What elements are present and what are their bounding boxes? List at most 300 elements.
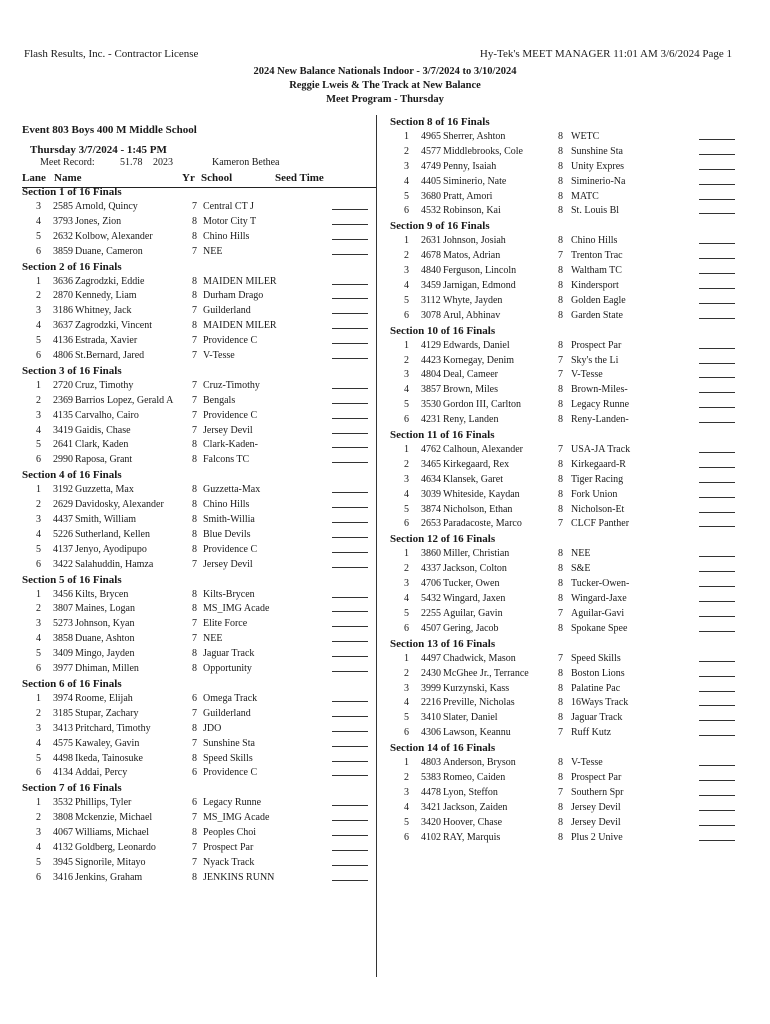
athlete-name: Barrios Lopez, Gerald A — [75, 394, 174, 406]
school-name: Guzzetta-Max — [203, 484, 261, 496]
athlete-id: 3636 — [53, 275, 73, 287]
lane-number: 3 — [36, 305, 41, 317]
school-name: Spokane Spee — [571, 622, 628, 634]
lane-number: 2 — [36, 812, 41, 824]
page-header-left: Flash Results, Inc. - Contractor License — [24, 48, 199, 60]
entry-row — [22, 841, 376, 856]
lane-number: 6 — [36, 454, 41, 466]
athlete-id: 3977 — [53, 663, 73, 675]
lane-number: 6 — [404, 309, 409, 321]
athlete-name: Miller, Christian — [443, 548, 510, 560]
athlete-name: Gering, Jacob — [443, 622, 499, 634]
athlete-id: 4405 — [421, 175, 441, 187]
athlete-name: Estrada, Xavier — [75, 335, 138, 347]
lane-number: 6 — [404, 205, 409, 217]
athlete-year: 8 — [558, 771, 563, 783]
section-title: Section 9 of 16 Finals — [390, 220, 490, 233]
school-name: Bengals — [203, 394, 236, 406]
athlete-name: Robinson, Kai — [443, 205, 501, 217]
athlete-name: Penny, Isaiah — [443, 160, 497, 172]
entry-row — [390, 503, 740, 518]
athlete-id: 3416 — [53, 871, 73, 883]
seed-time-blank — [699, 607, 735, 617]
lane-number: 5 — [36, 439, 41, 451]
entry-row — [390, 771, 740, 786]
athlete-year: 8 — [192, 648, 197, 660]
seed-time-blank — [332, 215, 368, 225]
athlete-id: 2641 — [53, 439, 73, 451]
seed-time-blank — [332, 632, 368, 642]
seed-time-blank — [332, 334, 368, 344]
athlete-year: 7 — [192, 618, 197, 630]
seed-time-blank — [332, 692, 368, 702]
column-divider — [376, 115, 377, 977]
athlete-year: 7 — [192, 350, 197, 362]
school-name: MAIDEN MILER — [203, 275, 277, 287]
school-name: MS_IMG Acade — [203, 812, 270, 824]
seed-time-blank — [699, 816, 735, 826]
athlete-name: Lawson, Keannu — [443, 727, 511, 739]
athlete-id: 4136 — [53, 335, 73, 347]
athlete-year: 8 — [558, 831, 563, 843]
entry-row — [390, 264, 740, 279]
athlete-year: 8 — [558, 145, 563, 157]
seed-time-blank — [699, 160, 735, 170]
seed-time-blank — [332, 722, 368, 732]
entry-row — [390, 577, 740, 592]
lane-number: 2 — [404, 458, 409, 470]
athlete-name: Whitney, Jack — [75, 305, 132, 317]
section-title: Section 3 of 16 Finals — [22, 364, 122, 377]
lane-number: 1 — [404, 339, 409, 351]
athlete-id: 4134 — [53, 767, 73, 779]
heat-section — [22, 364, 376, 468]
entry-row — [390, 547, 740, 562]
seed-time-blank — [332, 647, 368, 657]
school-name: Prospect Par — [571, 771, 622, 783]
athlete-id: 4577 — [421, 145, 441, 157]
school-name: Central CT J — [203, 201, 254, 212]
lane-number: 4 — [36, 737, 41, 749]
entry-row — [390, 354, 740, 369]
athlete-year: 8 — [558, 816, 563, 828]
athlete-year: 7 — [558, 727, 563, 739]
entry-row — [22, 394, 376, 409]
athlete-name: RAY, Marquis — [443, 831, 501, 843]
seed-time-blank — [699, 368, 735, 378]
school-name: Brown-Miles- — [571, 384, 628, 396]
seed-time-blank — [332, 438, 368, 448]
heat-section — [22, 260, 376, 364]
lane-number: 4 — [36, 841, 41, 853]
athlete-id: 3793 — [53, 215, 73, 227]
athlete-name: Carvalho, Cairo — [75, 409, 139, 421]
athlete-year: 8 — [192, 290, 197, 302]
entry-row — [22, 424, 376, 439]
school-name: Peoples Choi — [203, 827, 257, 839]
entry-row — [390, 398, 740, 413]
athlete-name: Williams, Michael — [75, 827, 150, 839]
athlete-year: 8 — [558, 399, 563, 411]
athlete-name: Stupar, Zachary — [75, 707, 139, 719]
athlete-year: 8 — [558, 205, 563, 217]
section-title: Section 11 of 16 Finals — [390, 429, 495, 442]
school-name: V-Tesse — [203, 350, 235, 362]
school-name: V-Tesse — [571, 757, 603, 769]
seed-time-blank — [699, 190, 735, 200]
section-title: Section 12 of 16 Finals — [390, 533, 496, 546]
seed-time-blank — [332, 200, 368, 210]
school-name: Motor City T — [203, 215, 257, 227]
seed-time-blank — [332, 498, 368, 508]
athlete-id: 4067 — [53, 827, 73, 839]
school-name: JENKINS RUNN — [203, 871, 275, 883]
athlete-id: 4129 — [421, 339, 441, 351]
athlete-year: 8 — [192, 320, 197, 332]
athlete-id: 3945 — [53, 856, 73, 868]
seed-time-blank — [699, 130, 735, 140]
athlete-id: 2632 — [53, 230, 73, 242]
seed-time-blank — [699, 309, 735, 319]
entry-row — [390, 309, 740, 324]
seed-time-blank — [699, 398, 735, 408]
lane-number: 5 — [404, 190, 409, 202]
entry-row — [390, 622, 740, 637]
athlete-name: Jenkins, Graham — [75, 871, 143, 883]
meet-title: 2024 New Balance Nationals Indoor - 3/7/2024 to 3/10/2024 — [253, 66, 517, 77]
lane-number: 5 — [404, 816, 409, 828]
school-name: Opportunity — [203, 663, 252, 675]
athlete-year: 8 — [192, 752, 197, 764]
athlete-name: Guzzetta, Max — [75, 484, 134, 496]
entry-row — [22, 528, 376, 543]
seed-time-blank — [699, 354, 735, 364]
entry-row — [22, 766, 376, 781]
entry-row — [22, 662, 376, 677]
athlete-year: 8 — [192, 499, 197, 511]
lane-number: 1 — [36, 692, 41, 704]
athlete-name: Addai, Percy — [75, 767, 128, 779]
school-name: Nicholson-Et — [571, 503, 625, 515]
seed-time-blank — [332, 528, 368, 538]
athlete-id: 3858 — [53, 633, 73, 645]
school-name: Providence C — [203, 409, 258, 421]
lane-number: 4 — [36, 320, 41, 332]
athlete-year: 8 — [558, 458, 563, 470]
athlete-id: 3421 — [421, 801, 441, 813]
school-name: JDO — [203, 722, 222, 734]
seed-time-blank — [332, 349, 368, 359]
athlete-id: 4678 — [421, 250, 441, 262]
school-name: V-Tesse — [571, 369, 603, 381]
entry-row — [390, 130, 740, 145]
athlete-year: 7 — [192, 379, 197, 391]
athlete-name: Kornegay, Denim — [443, 354, 514, 366]
athlete-year: 8 — [558, 593, 563, 605]
athlete-id: 3420 — [421, 816, 441, 828]
seed-time-blank — [332, 424, 368, 434]
athlete-year: 8 — [558, 563, 563, 575]
lane-number: 1 — [36, 588, 41, 600]
lane-number: 1 — [404, 131, 409, 142]
athlete-id: 3532 — [53, 797, 73, 809]
athlete-year: 7 — [558, 786, 563, 798]
section-title: Section 4 of 16 Finals — [22, 469, 122, 482]
lane-number: 5 — [404, 294, 409, 306]
athlete-id: 4306 — [421, 727, 441, 739]
lane-number: 4 — [404, 697, 409, 709]
athlete-name: Salahuddin, Hamza — [75, 558, 154, 570]
entry-row — [390, 756, 740, 771]
athlete-name: Klansek, Garet — [443, 473, 503, 485]
school-name: MATC — [571, 190, 599, 202]
seed-time-blank — [699, 443, 735, 453]
lane-number: 4 — [404, 280, 409, 292]
lane-number: 1 — [36, 484, 41, 496]
school-name: Elite Force — [203, 618, 248, 630]
athlete-year: 8 — [558, 548, 563, 560]
athlete-year: 7 — [192, 245, 197, 257]
school-name: Legacy Runne — [203, 797, 262, 809]
entry-row — [22, 692, 376, 707]
heat-section — [22, 781, 376, 885]
lane-number: 4 — [36, 424, 41, 436]
school-name: Jersey Devil — [203, 424, 253, 436]
athlete-name: Raposa, Grant — [75, 454, 133, 466]
athlete-name: Matos, Adrian — [443, 250, 501, 262]
lane-number: 1 — [404, 444, 409, 456]
athlete-name: Maines, Logan — [75, 603, 135, 615]
school-name: S&E — [571, 563, 591, 575]
entry-row — [22, 558, 376, 573]
seed-time-blank — [332, 230, 368, 240]
athlete-id: 3185 — [53, 707, 73, 719]
school-name: WETC — [571, 131, 600, 142]
athlete-year: 8 — [192, 603, 197, 615]
athlete-name: Kennedy, Liam — [75, 290, 137, 302]
athlete-year: 7 — [558, 444, 563, 456]
athlete-year: 6 — [192, 797, 197, 809]
entry-row — [22, 752, 376, 767]
entry-row — [390, 368, 740, 383]
seed-time-blank — [699, 249, 735, 259]
athlete-year: 7 — [558, 607, 563, 619]
athlete-year: 8 — [558, 622, 563, 634]
athlete-id: 2653 — [421, 518, 441, 530]
lane-number: 1 — [36, 275, 41, 287]
athlete-year: 7 — [192, 558, 197, 570]
athlete-name: Jarnigan, Edmond — [443, 280, 516, 292]
lane-number: 2 — [36, 290, 41, 302]
seed-time-blank — [332, 602, 368, 612]
lane-number: 6 — [404, 622, 409, 634]
school-name: Chino Hills — [203, 230, 250, 242]
athlete-name: Whyte, Jayden — [443, 294, 503, 306]
entry-row — [22, 707, 376, 722]
entry-row — [390, 160, 740, 175]
athlete-year: 8 — [192, 484, 197, 496]
school-name: Sunshine Sta — [203, 737, 255, 749]
school-name: Garden State — [571, 309, 623, 321]
athlete-name: Chadwick, Mason — [443, 652, 516, 664]
section-title: Section 13 of 16 Finals — [390, 637, 496, 650]
seed-time-blank — [699, 801, 735, 811]
heat-section — [390, 219, 740, 323]
athlete-name: Mingo, Jayden — [75, 648, 135, 660]
entry-row — [390, 473, 740, 488]
athlete-id: 4437 — [53, 514, 73, 526]
seed-time-blank — [332, 409, 368, 419]
entry-row — [22, 722, 376, 737]
athlete-id: 2629 — [53, 499, 73, 511]
lane-number: 4 — [36, 215, 41, 227]
col-yr: Yr — [182, 172, 195, 184]
seed-time-blank — [332, 871, 368, 881]
athlete-id: 3419 — [53, 424, 73, 436]
lane-number: 4 — [404, 801, 409, 813]
school-name: Plus 2 Unive — [571, 831, 623, 843]
athlete-year: 7 — [192, 305, 197, 317]
seed-time-blank — [699, 622, 735, 632]
athlete-id: 4498 — [53, 752, 73, 764]
athlete-name: Mckenzie, Michael — [75, 812, 153, 824]
school-name: Tucker-Owen- — [571, 578, 630, 590]
athlete-id: 3410 — [421, 712, 441, 724]
lane-number: 4 — [404, 488, 409, 500]
school-name: Guilderland — [203, 707, 251, 719]
event-title: Event 803 Boys 400 M Middle School — [22, 124, 197, 136]
entry-row — [22, 826, 376, 841]
seed-time-blank — [699, 145, 735, 155]
athlete-year: 7 — [192, 812, 197, 824]
entry-row — [390, 488, 740, 503]
seed-time-blank — [699, 682, 735, 692]
athlete-id: 4804 — [421, 369, 441, 381]
athlete-name: Middlebrooks, Cole — [443, 145, 523, 157]
lane-number: 5 — [404, 607, 409, 619]
entry-row — [22, 349, 376, 364]
lane-number: 3 — [36, 827, 41, 839]
entry-row — [22, 379, 376, 394]
seed-time-blank — [332, 245, 368, 255]
section-title: Section 1 of 16 Finals — [22, 186, 122, 198]
athlete-id: 3456 — [53, 588, 73, 600]
entry-row — [22, 275, 376, 290]
athlete-name: Kilts, Brycen — [75, 588, 129, 600]
athlete-name: Preville, Nicholas — [443, 697, 515, 709]
seed-time-blank — [699, 473, 735, 483]
athlete-year: 6 — [192, 692, 197, 704]
athlete-id: 4497 — [421, 652, 441, 664]
lane-number: 4 — [36, 633, 41, 645]
lane-number: 2 — [36, 707, 41, 719]
seed-time-blank — [699, 503, 735, 513]
athlete-name: Jackson, Colton — [443, 563, 507, 575]
section-title: Section 6 of 16 Finals — [22, 677, 122, 690]
lane-number: 5 — [36, 752, 41, 764]
lane-number: 2 — [404, 771, 409, 783]
lane-number: 1 — [404, 235, 409, 247]
school-name: NEE — [571, 548, 591, 560]
seed-time-blank — [699, 786, 735, 796]
section-title: Section 7 of 16 Finals — [22, 782, 122, 795]
seed-time-blank — [332, 841, 368, 851]
entry-row — [390, 786, 740, 801]
section-title: Section 2 of 16 Finals — [22, 260, 122, 273]
athlete-name: Zagrodzki, Vincent — [75, 320, 152, 332]
lane-number: 6 — [36, 558, 41, 570]
seed-time-blank — [699, 667, 735, 677]
athlete-year: 7 — [558, 354, 563, 366]
athlete-name: Clark, Kaden — [75, 439, 129, 451]
entry-row — [390, 592, 740, 607]
athlete-id: 3530 — [421, 399, 441, 411]
athlete-name: Aguilar, Gavin — [443, 607, 503, 619]
athlete-year: 7 — [558, 652, 563, 664]
entry-row — [390, 726, 740, 741]
seed-time-blank — [699, 517, 735, 527]
col-name: Name — [54, 172, 82, 184]
entry-row — [22, 543, 376, 558]
lane-number: 5 — [36, 856, 41, 868]
athlete-year: 7 — [558, 518, 563, 530]
lane-number: 6 — [36, 871, 41, 883]
school-name: Golden Eagle — [571, 294, 626, 306]
entry-row — [390, 204, 740, 219]
event-header — [22, 124, 376, 188]
school-name: Palatine Pac — [571, 682, 621, 694]
lane-number: 3 — [404, 473, 409, 485]
athlete-id: 4423 — [421, 354, 441, 366]
entry-row — [22, 632, 376, 647]
school-name: Prospect Par — [571, 339, 622, 351]
entry-row — [22, 289, 376, 304]
col-lane: Lane — [22, 172, 46, 184]
school-name: Prospect Par — [203, 841, 254, 853]
athlete-name: Reny, Landen — [443, 414, 499, 426]
athlete-id: 3874 — [421, 503, 441, 515]
school-name: Speed Skills — [571, 652, 621, 664]
athlete-name: Kurzynski, Kass — [443, 682, 510, 694]
school-name: Tiger Racing — [571, 473, 624, 485]
lane-number: 1 — [404, 757, 409, 769]
seed-time-blank — [332, 558, 368, 568]
heat-section — [390, 115, 740, 219]
lane-number: 6 — [36, 663, 41, 675]
entry-row — [390, 667, 740, 682]
athlete-name: Sherrer, Ashton — [443, 131, 506, 142]
entry-row — [390, 383, 740, 398]
school-name: Jersey Devil — [571, 801, 621, 813]
seed-time-blank — [332, 811, 368, 821]
athlete-year: 8 — [558, 667, 563, 679]
entry-row — [22, 483, 376, 498]
entry-row — [22, 737, 376, 752]
heat-section — [22, 185, 376, 260]
seed-time-blank — [699, 234, 735, 244]
seed-time-blank — [699, 696, 735, 706]
entry-row — [390, 279, 740, 294]
school-name: Reny-Landen- — [571, 414, 629, 426]
athlete-name: McGhee Jr., Terrance — [443, 667, 529, 679]
school-name: NEE — [203, 245, 223, 257]
school-name: Providence C — [203, 767, 258, 779]
school-name: Boston Lions — [571, 667, 625, 679]
entry-row — [22, 588, 376, 603]
athlete-year: 7 — [192, 707, 197, 719]
lane-number: 4 — [404, 384, 409, 396]
athlete-id: 3857 — [421, 384, 441, 396]
